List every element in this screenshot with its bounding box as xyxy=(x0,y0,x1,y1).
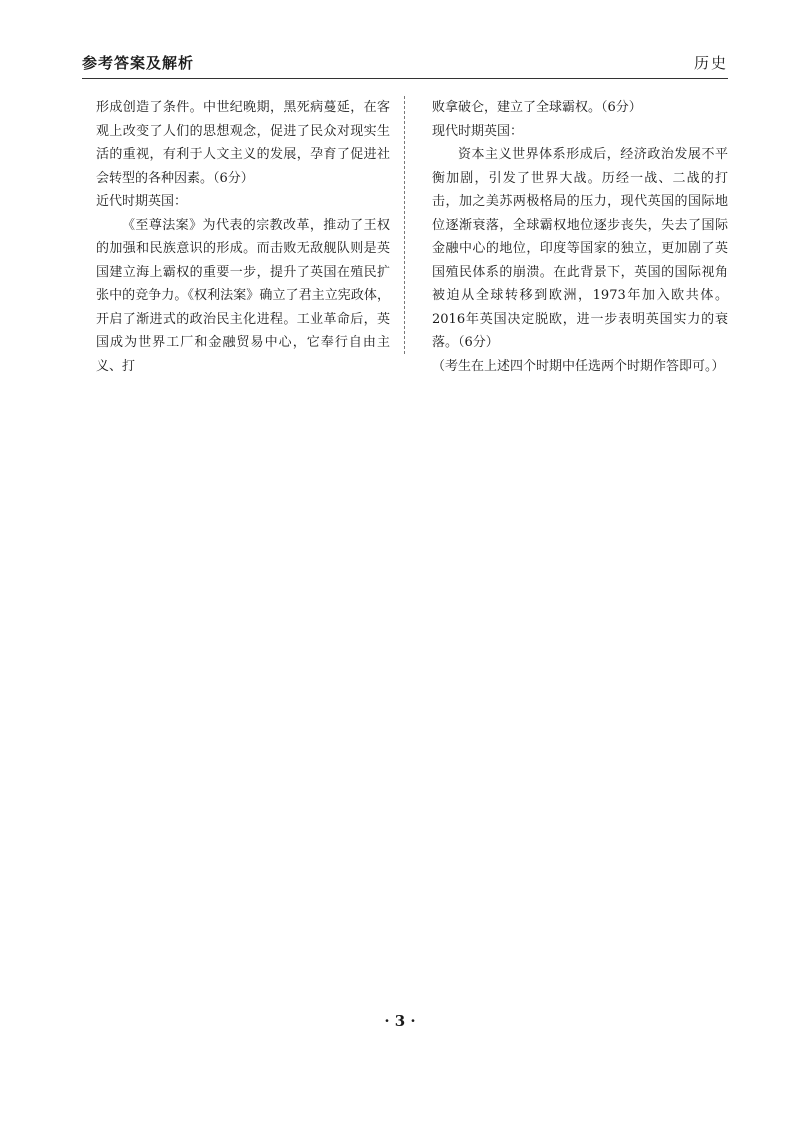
header-rule xyxy=(82,78,728,79)
header-title: 参考答案及解析 xyxy=(82,54,195,72)
right-column xyxy=(432,96,728,378)
right-heading-modern: 现代时期英国： xyxy=(432,123,524,139)
header-subject: 历史 xyxy=(693,54,728,72)
left-paragraph-1: 形成创造了条件。中世纪晚期，黑死病蔓延，在客观上改变了人们的思想观念，促进了民众对现实生活的重视，有利于人文主义的发展，孕育了促进社会转型的各种因素。（6分） xyxy=(96,100,390,186)
page-number: · 3 · xyxy=(384,1012,416,1030)
left-column xyxy=(96,96,390,378)
left-heading-modern-early: 近代时期英国： xyxy=(96,194,188,209)
right-paragraph-1: 败拿破仑，建立了全球霸权。（6分） xyxy=(432,100,642,115)
right-paragraph-2: 资本主义世界体系形成后，经济政治发展不平衡加剧，引发了世界大战。历经一战、二战的打击，加之美苏两极格局的压力，现代英国的国际地位逐渐衰落，全球霸权地位逐步丧失，失去了国际金融中心的地位，印度等国家的独立，更加剧了英国殖民体系的崩溃。在此背景下，英国的国际视角被迫从全球转移到欧洲，1973年加入欧共体。2016年英国决定脱欧，进一步表明英国实力的衰落。（6分） xyxy=(432,147,728,350)
left-paragraph-2: 《至尊法案》为代表的宗教改革，推动了王权的加强和民族意识的形成。而击败无敌舰队则是英国建立海上霸权的重要一步，提升了英国在殖民扩张中的竞争力。《权利法案》确立了君主立宪政体，开启了渐进式的政治民主化进程。工业革命后，英国成为世界工厂和金融贸易中心，它奉行自由主义、打 xyxy=(96,217,390,374)
right-note: （考生在上述四个时期中任选两个时期作答即可。） xyxy=(432,358,725,374)
column-divider xyxy=(404,96,405,354)
